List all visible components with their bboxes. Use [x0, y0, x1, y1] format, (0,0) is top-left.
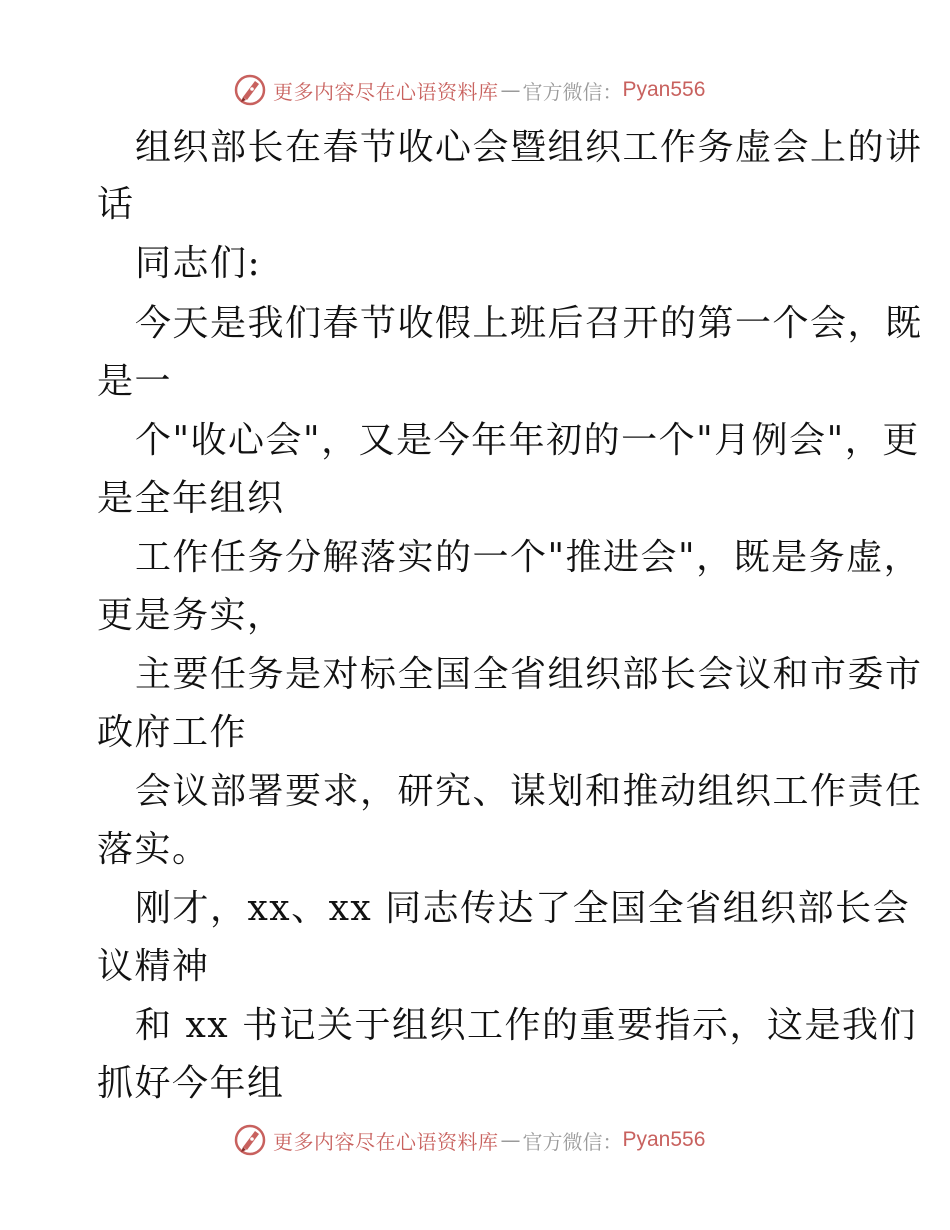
- paragraph-line: 议精神: [97, 946, 210, 987]
- footer-wechat-id: Pyan556: [622, 1128, 706, 1151]
- salutation: 同志们:: [135, 243, 262, 284]
- paragraph-line: 今天是我们春节收假上班后召开的第一个会，既: [135, 303, 923, 344]
- paragraph-line: 主要任务是对标全国全省组织部长会议和市委市: [135, 654, 923, 695]
- footer-slogan: 更多内容尽在心语资料库: [273, 1129, 499, 1154]
- footer-wechat-label: 官方微信：: [522, 1129, 623, 1154]
- footer-dash: —: [500, 1128, 521, 1152]
- header-slogan: 更多内容尽在心语资料库: [273, 79, 499, 104]
- paragraph-line: 是全年组织: [97, 478, 285, 519]
- paragraph-line: 抓好今年组: [97, 1063, 285, 1104]
- footer-banner: [233, 1120, 705, 1160]
- header-wechat-label: 官方微信：: [522, 79, 623, 104]
- document-title-line-1: 组织部长在春节收心会暨组织工作务虚会上的讲: [135, 127, 923, 168]
- pen-logo-icon: [233, 73, 267, 107]
- paragraph-line: 个"收心会"，又是今年年初的一个"月例会"，更: [135, 420, 920, 461]
- paragraph-line: 政府工作: [97, 712, 248, 753]
- paragraph-line: 和 xx 书记关于组织工作的重要指示，这是我们: [135, 1005, 917, 1046]
- pen-logo-icon: [233, 1123, 267, 1157]
- header-banner: [233, 70, 705, 110]
- paragraph-line: 更是务实，: [97, 595, 285, 636]
- paragraph-line: 刚才，xx、xx 同志传达了全国全省组织部长会: [135, 888, 911, 929]
- paragraph-line: 是一: [97, 361, 173, 402]
- paragraph-line: 落实。: [97, 829, 210, 870]
- paragraph-line: 会议部署要求，研究、谋划和推动组织工作责任: [135, 771, 923, 812]
- document-title-line-2: 话: [97, 184, 135, 225]
- paragraph-line: 工作任务分解落实的一个"推进会"，既是务虚，: [135, 537, 922, 578]
- header-wechat-id: Pyan556: [622, 78, 706, 101]
- header-dash: —: [500, 78, 521, 102]
